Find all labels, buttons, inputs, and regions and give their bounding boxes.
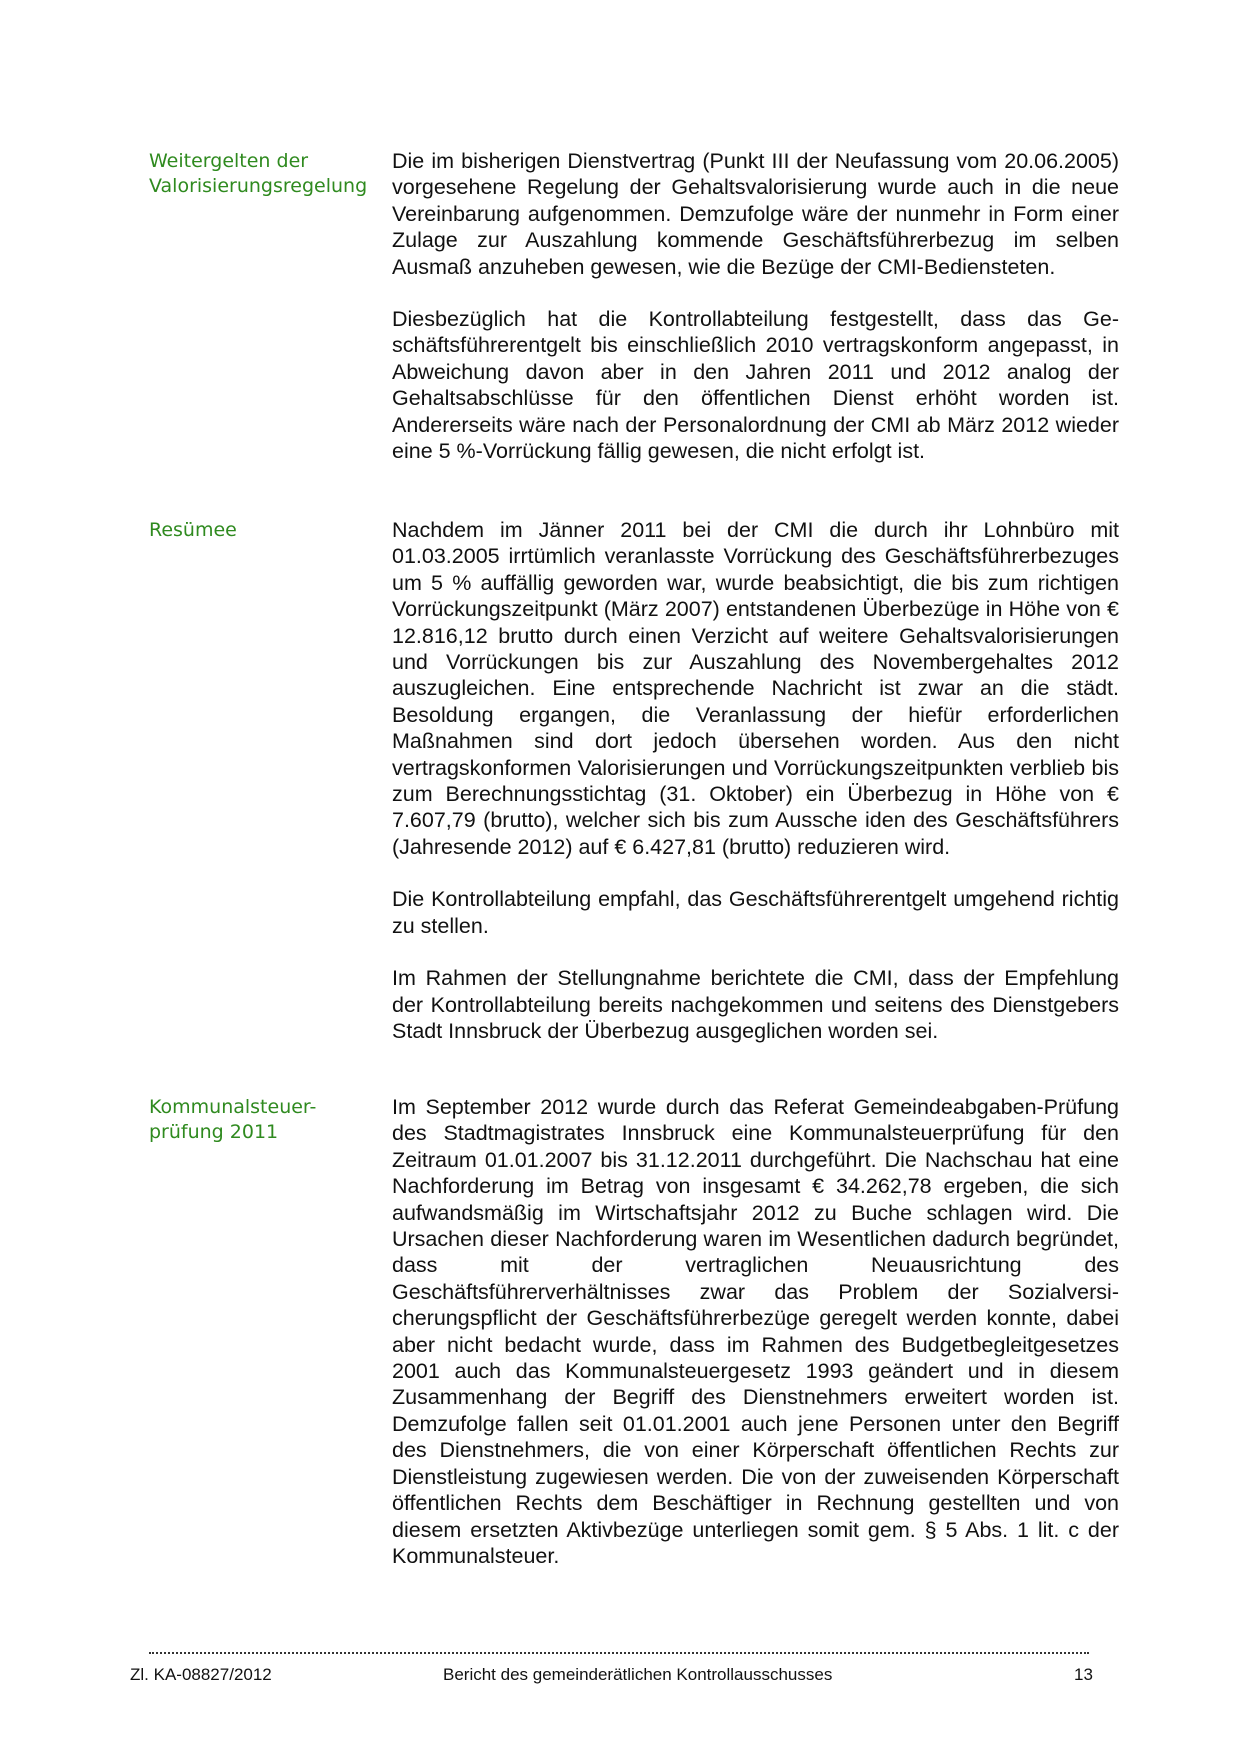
paragraph: Die Kontrollabteilung empfahl, das Geschäftsführerentgelt umgehend richtig zu stellen. [392,887,1119,938]
paragraph: Nachdem im Jänner 2011 bei der CMI die durch ihr Lohnbüro mit 01.03.2005 irrtümlich veranlasste Vorrückung des Geschäftsführerbezuges um 5 % auffällig geworden war, wurde beabsichtigt, die bis zum richtigen Vorrückungszeitpunkt (März 2007) entstandenen Überbezüge in Höhe von € 12.816,12 brutto durch einen Verzicht auf weitere Gehaltsvalorisierungen und Vorrückungen bis zur Auszahlung des Novembergehaltes 2012 auszugleichen. Eine entsprechende Nachricht ist zwar an die städt. Besoldung ergangen, die Veranlassung der hiefür erforderlichen Maßnahmen sind dort jedoch übersehen worden. Aus den nicht vertragskonformen Valorisierungen und Vorrückungszeitpunkten verblieb bis zum Berechnungsstichtag (31. Oktober) ein Überbezug in Höhe von € 7.607,79 (brutto), welcher sich bis zum Aussche iden des Geschäftsführers (Jahresende 2012) auf € 6.427,81 (brutto) reduzieren wird. [392,518,1119,859]
paragraph: Diesbezüglich hat die Kontrollabteilung festgestellt, dass das Geschäftsführerentgelt bis einschließlich 2010 vertragskonform angepasst, in Abweichung davon aber in den Jahren 2011 und 2012 analog der Gehaltsabschlüsse für den öffentlichen Dienst erhöht worden ist. Andererseits wäre nach der Personalordnung der CMI ab März 2012 wieder eine 5 %-Vorrückung fällig gewesen, die nicht erfolgt ist. [392,307,1119,464]
paragraph: Die im bisherigen Dienstvertrag (Punkt III der Neufassung vom 20.06.2005) vorgesehene Regelung der Gehaltsvalorisierung wurde auch in die neue Vereinbarung aufgenommen. Demzufolge wäre der nunmehr in Form einer Zulage zur Auszahlung kommende Geschäftsführerbezug im selben Ausmaß anzuheben gewesen, wie die Bezüge der CMI-Bediensteten. [392,149,1119,279]
paragraph: Im Rahmen der Stellungnahme berichtete die CMI, dass der Empfehlung der Kontrollabteilung bereits nachgekommen und seitens des Dienstgebers Stadt Innsbruck der Überbezug ausgeglichen worden sei. [392,966,1119,1043]
section-body [392,1094,1119,1595]
section-body [392,148,1119,490]
section-body [392,517,1119,1070]
side-label [149,518,379,543]
page-number: 13 [1074,1665,1093,1684]
side-label-line: Weitergelten der [149,150,309,172]
footer-divider [149,1652,1089,1654]
side-label-line: Resümee [149,519,237,541]
footer-reference: Zl. KA-08827/2012 [130,1665,272,1684]
footer-title: Bericht des gemeinderätlichen Kontrollausschusses [443,1665,833,1684]
paragraph: Im September 2012 wurde durch das Referat Gemeindeabgaben-Prüfung des Stadtmagistrates Innsbruck eine Kommunalsteuerprüfung für den Zeitraum 01.01.2007 bis 31.12.2011 durchgeführt. Die Nachschau hat eine Nachforderung im Betrag von insgesamt € 34.262,78 ergeben, die sich aufwandsmäßig im Wirtschaftsjahr 2012 zu Buche schlagen wird. Die Ursachen dieser Nachforderung waren im Wesentlichen dadurch begründet, dass mit der vertraglichen Neuausrichtung des Geschäftsführerverhältnisses zwar das Problem der Sozialversicherungspflicht der Geschäftsführerbezüge geregelt werden konnte, dabei aber nicht bedacht wurde, dass im Rahmen des Budgetbegleitgesetzes 2001 auch das Kommunalsteuergesetz 1993 geändert und in diesem Zusammenhang der Begriff des Dienstnehmers erweitert worden ist. Demzufolge fallen seit 01.01.2001 auch jene Personen unter den Begriff des Dienstnehmers, die von einer Körperschaft öffentlichen Rechts zur Dienstleistung zugewiesen werden. Die von der zuweisenden Körperschaft öffentlichen Rechts dem Beschäftiger in Rechnung gestellten und von diesem ersetzten Aktivbezüge unterliegen somit gem. § 5 Abs. 1 lit. c der Kommunalsteuer. [392,1095,1119,1568]
side-label-line: Valorisierungsregelung [149,175,368,197]
side-label-line: prüfung 2011 [149,1121,279,1143]
side-label [149,149,379,199]
side-label-line: Kommunalsteuer- [149,1096,317,1118]
side-label [149,1095,379,1145]
